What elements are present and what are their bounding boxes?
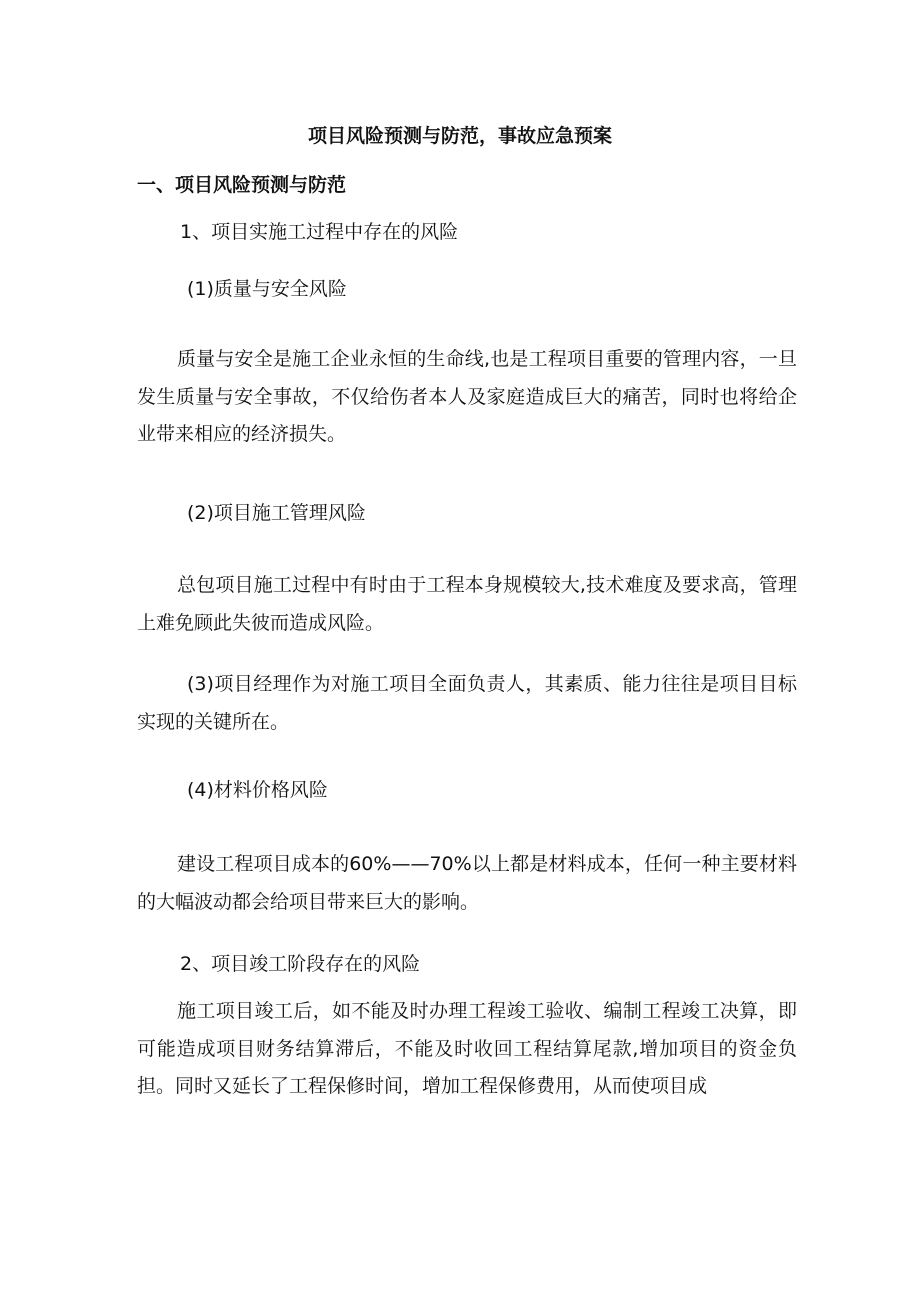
paragraph-management-risk: 总包项目施工过程中有时由于工程本身规模较大,技术难度及要求高，管理上难免顾此失彼而造成风险。 — [137, 574, 797, 634]
section-heading-risk-prediction: 一、项目风险预测与防范 — [137, 174, 347, 196]
document-title: 项目风险预测与防范，事故应急预案 — [307, 125, 612, 147]
paragraph-quality-safety: 质量与安全是施工企业永恒的生命线,也是工程项目重要的管理内容，一旦发生质量与安全事故，不仅给伤者本人及家庭造成巨大的痛苦，同时也将给企业带来相应的经济损失。 — [137, 348, 797, 445]
item-heading-management-risk: (2)项目施工管理风险 — [187, 502, 366, 524]
item-heading-quality-safety: (1)质量与安全风险 — [187, 278, 347, 300]
paragraph-completion-risk: 施工项目竣工后，如不能及时办理工程竣工验收、编制工程竣工决算，即可能造成项目财务结算滞后，不能及时收回工程结算尾款,增加项目的资金负担。同时又延长了工程保修时间，增加工程保修费用，从而使项目成 — [137, 1000, 797, 1097]
subsection-heading-completion-risk: 2、项目竣工阶段存在的风险 — [180, 953, 421, 975]
paragraph-project-manager: (3)项目经理作为对施工项目全面负责人，其素质、能力往往是项目目标实现的关键所在。 — [137, 673, 797, 733]
item-heading-material-price: (4)材料价格风险 — [187, 779, 328, 801]
paragraph-material-price: 建设工程项目成本的60%——70%以上都是材料成本，任何一种主要材料的大幅波动都会给项目带来巨大的影响。 — [137, 853, 797, 913]
subsection-heading-construction-risk: 1、项目实施工过程中存在的风险 — [180, 221, 459, 243]
